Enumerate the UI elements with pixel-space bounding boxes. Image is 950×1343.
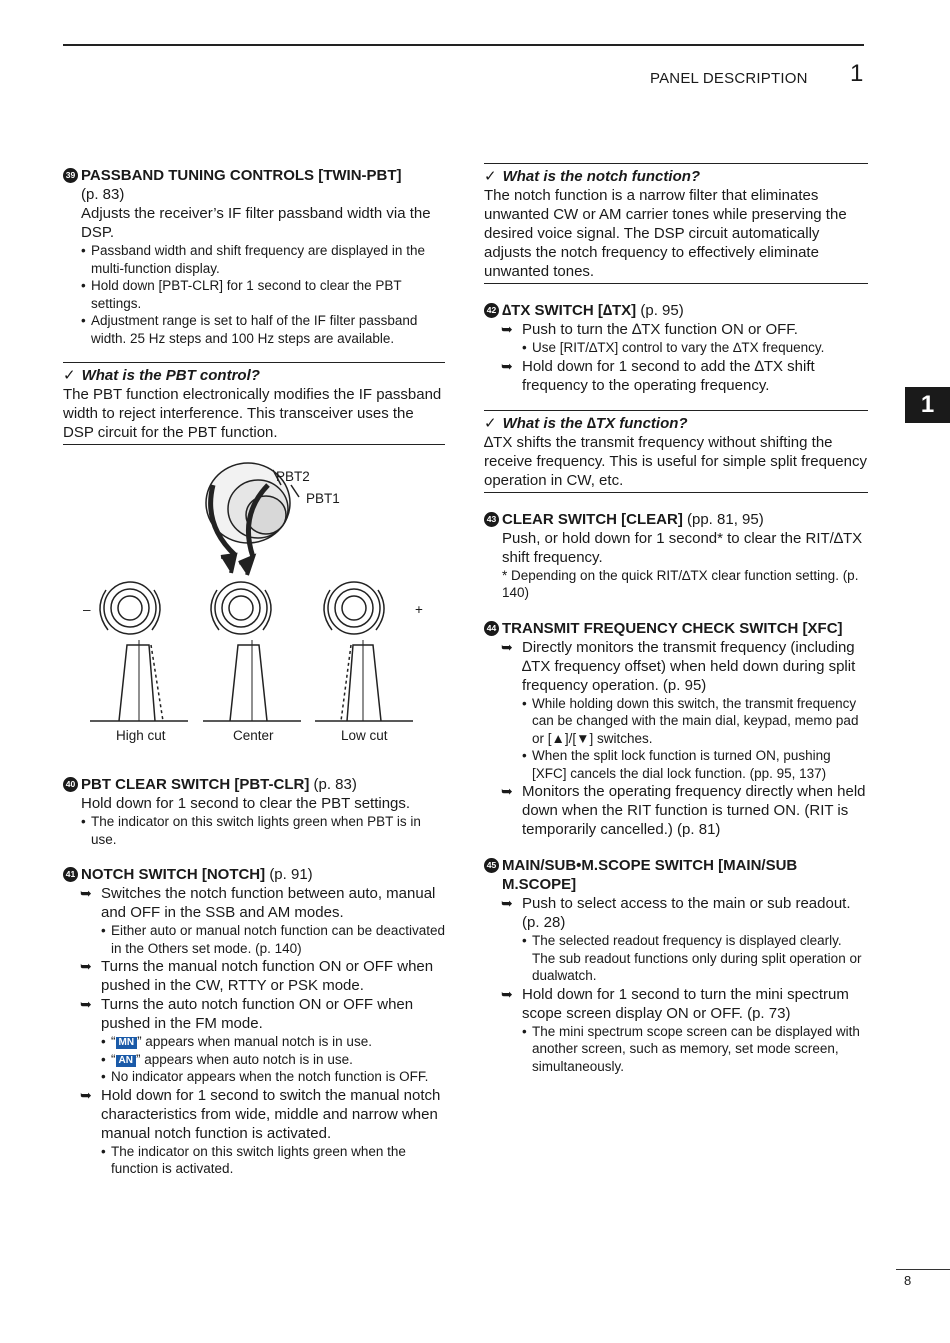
section-desc: Hold down for 1 second to clear the PBT settings. [81, 795, 411, 812]
page-header-title: PANEL DESCRIPTION [650, 70, 808, 87]
section-dtx-switch [484, 301, 868, 395]
arrow-item: Directly monitors the transmit frequency (including ∆TX frequency offset) when held down during split frequency operation. (p. 95) [522, 638, 856, 694]
bullet-item: • Use [RIT/∆TX] control to vary the ∆TX frequency. [484, 339, 868, 357]
info-box-text: ∆TX shifts the transmit frequency without shifting the receive frequency. This is useful for simple split frequency operation in CW, etc. [484, 433, 867, 489]
section-ref: (pp. 81, 95) [687, 510, 764, 528]
section-ref: (p. 95) [640, 302, 684, 319]
section-ref: (p. 91) [269, 866, 313, 883]
arrow-item: Push to select access to the main or sub readout. (p. 28) [522, 895, 851, 931]
arrow-icon: ➥ [80, 996, 92, 1012]
label-low-cut: Low cut [341, 728, 388, 743]
bullet-item: ” appears when auto notch is in use. [135, 1051, 353, 1067]
bullet-item: • Either auto or manual notch function can be deactivated in the Others set mode. (p. 140) [63, 922, 445, 957]
section-title: CLEAR SWITCH [CLEAR] [502, 510, 683, 528]
section-main-sub [484, 856, 868, 1075]
info-box-title: What is the notch function? [502, 168, 701, 185]
arrow-icon: ➥ [80, 1086, 92, 1103]
section-xfc [484, 619, 868, 840]
arrow-item: Switches the notch function between auto, manual and OFF in the SSB and AM modes. [101, 885, 436, 921]
info-box-text: The PBT function electronically modifies the IF passband width to reject interference. This transceiver uses the DSP circuit for the PBT function. [63, 386, 442, 441]
arrow-icon: ➥ [501, 357, 513, 374]
bullet-item: • The mini spectrum scope screen can be displayed with another screen, such as memory, set mode screen, simultaneously. [484, 1023, 868, 1076]
arrow-item: Hold down for 1 second to switch the manual notch characteristics from wide, middle and narrow when manual notch function is activated. [101, 1086, 441, 1142]
section-number-badge: 40 [63, 777, 78, 792]
bullet-item: • While holding down this switch, the transmit frequency can be changed with the main dial, keypad, memo pad or [▲]/[▼] switches. [484, 695, 868, 748]
arrow-item: Push to turn the ∆TX function ON or OFF. [522, 321, 798, 338]
arrow-icon: ➥ [501, 321, 513, 337]
chapter-side-tab: 1 [905, 387, 950, 423]
footer-rule [896, 1269, 950, 1270]
bullet-item: ” appears when manual notch is in use. [137, 1034, 372, 1049]
section-desc: Adjusts the receiver’s IF filter passband width via the DSP. [81, 205, 431, 241]
arrow-item: Hold down for 1 second to turn the mini spectrum scope screen display ON or OFF. (p. 73) [522, 985, 849, 1022]
section-title: PASSBAND TUNING CONTROLS [TWIN-PBT] [81, 167, 402, 184]
arrow-item: Turns the manual notch function ON or OFF when pushed in the CW, RTTY or PSK mode. [101, 958, 434, 994]
bullet-item: • Passband width and shift frequency are displayed in the multi-function display. [63, 242, 445, 277]
arrow-icon: ➥ [501, 783, 513, 799]
info-box-title: What is the PBT control? [81, 367, 260, 384]
checkmark-icon: ✓ [484, 414, 497, 432]
label-plus: + [415, 602, 423, 617]
section-desc: Push, or hold down for 1 second* to clear the RIT/∆TX shift frequency. [502, 529, 863, 566]
arrow-item: Turns the auto notch function ON or OFF when pushed in the FM mode. [101, 996, 414, 1032]
bullet-item: • Adjustment range is set to half of the IF filter passband width. 25 Hz steps and 100 Hz steps are available. [63, 312, 445, 347]
bullet-item: • No indicator appears when the notch function is OFF. [63, 1068, 445, 1086]
arrow-item: Hold down for 1 second to add the ∆TX shift frequency to the operating frequency. [522, 357, 815, 394]
auto-notch-icon: AN [116, 1055, 136, 1067]
section-ref: (p. 83) [81, 186, 125, 203]
section-number-badge: 39 [63, 168, 78, 183]
label-pbt1: PBT1 [306, 491, 340, 506]
arrow-icon: ➥ [501, 985, 513, 1002]
bullet-item: • When the split lock function is turned ON, pushing [XFC] cancels the dial lock function. (pp. 95, 137) [484, 747, 868, 782]
manual-notch-icon: MN [116, 1037, 138, 1049]
bullet-item: • The indicator on this switch lights green when PBT is in use. [63, 813, 445, 848]
label-high-cut: High cut [116, 728, 166, 743]
label-center: Center [233, 728, 274, 743]
arrow-icon: ➥ [80, 885, 92, 901]
arrow-icon: ➥ [80, 958, 92, 974]
label-pbt2: PBT2 [276, 469, 310, 484]
footnote: * Depending on the quick RIT/∆TX clear function setting. (p. 140) [502, 567, 859, 600]
arrow-icon: ➥ [501, 638, 513, 655]
checkmark-icon: ✓ [63, 367, 76, 384]
page-number: 8 [904, 1273, 912, 1288]
label-minus: – [83, 602, 91, 617]
section-title: PBT CLEAR SWITCH [PBT-CLR] [81, 776, 310, 793]
right-column [484, 166, 868, 1075]
section-notch: 41 NOTCH SWITCH [NOTCH] (p. 91) ➥ Switches the notch function between auto, manual and OFF in the SSB and AM modes. • Either auto or manual notch function can be deactivated in the Others set mode. (p. 140) ➥ Turns the manual notch function ON or OFF when pushed in the CW, RTTY or PSK mode. ➥ Turns the auto notch function ON or OFF when pushed in the FM mode. • “ MN ” appears when manual notch is in use. • “ AN ” appears when auto notch is in use. • No indicator appears when the notch function is OFF. ➥ Hold down for 1 second to switch the manual notch characteristics from wide, middle and narrow when manual notch function is activated. • The indicator on this switch lights green when the function is activated. [63, 865, 445, 1178]
checkmark-icon: ✓ [484, 168, 497, 185]
section-passband-tuning [63, 166, 445, 347]
section-number-badge: 44 [484, 621, 499, 636]
section-title: NOTCH SWITCH [NOTCH] [81, 866, 266, 883]
section-number-badge: 45 [484, 858, 499, 873]
info-box-text: The notch function is a narrow filter that eliminates unwanted CW or AM carrier tones while preserving the desired voice signal. The DSP circuit automatically adjusts the notch frequency to effectively eliminate unwanted tones. [484, 187, 847, 280]
section-number-badge: 41 [63, 867, 78, 882]
header-rule [63, 44, 864, 46]
info-box-notch [484, 163, 868, 284]
info-box-dtx [484, 410, 868, 493]
left-column [63, 166, 445, 1178]
section-pbt-clear [63, 775, 445, 848]
pbt-figure [63, 445, 445, 775]
section-title: TRANSMIT FREQUENCY CHECK SWITCH [XFC] [502, 619, 843, 637]
section-number-badge: 42 [484, 303, 499, 318]
section-clear-switch [484, 510, 868, 602]
section-title: ∆TX SWITCH [∆TX] [502, 302, 637, 319]
bullet-item: • The selected readout frequency is displayed clearly. The sub readout functions only during split operation or dualwatch. [484, 932, 868, 985]
bullet-item: • The indicator on this switch lights green when the function is activated. [63, 1143, 445, 1178]
arrow-item: Monitors the operating frequency directly when held down when the RIT function is turned ON. (RIT is temporarily cancelled.) (p. 81) [522, 783, 866, 838]
section-ref: (p. 83) [313, 776, 357, 793]
section-title: MAIN/SUB•M.SCOPE SWITCH [MAIN/SUB M.SCOPE] [502, 857, 798, 893]
page-header-chapter: 1 [850, 60, 864, 87]
info-box-pbt [63, 362, 445, 445]
section-number-badge: 43 [484, 512, 499, 527]
info-box-title: What is the ∆TX function? [502, 414, 688, 432]
arrow-icon: ➥ [501, 895, 513, 911]
bullet-item: • Hold down [PBT-CLR] for 1 second to clear the PBT settings. [63, 277, 445, 312]
